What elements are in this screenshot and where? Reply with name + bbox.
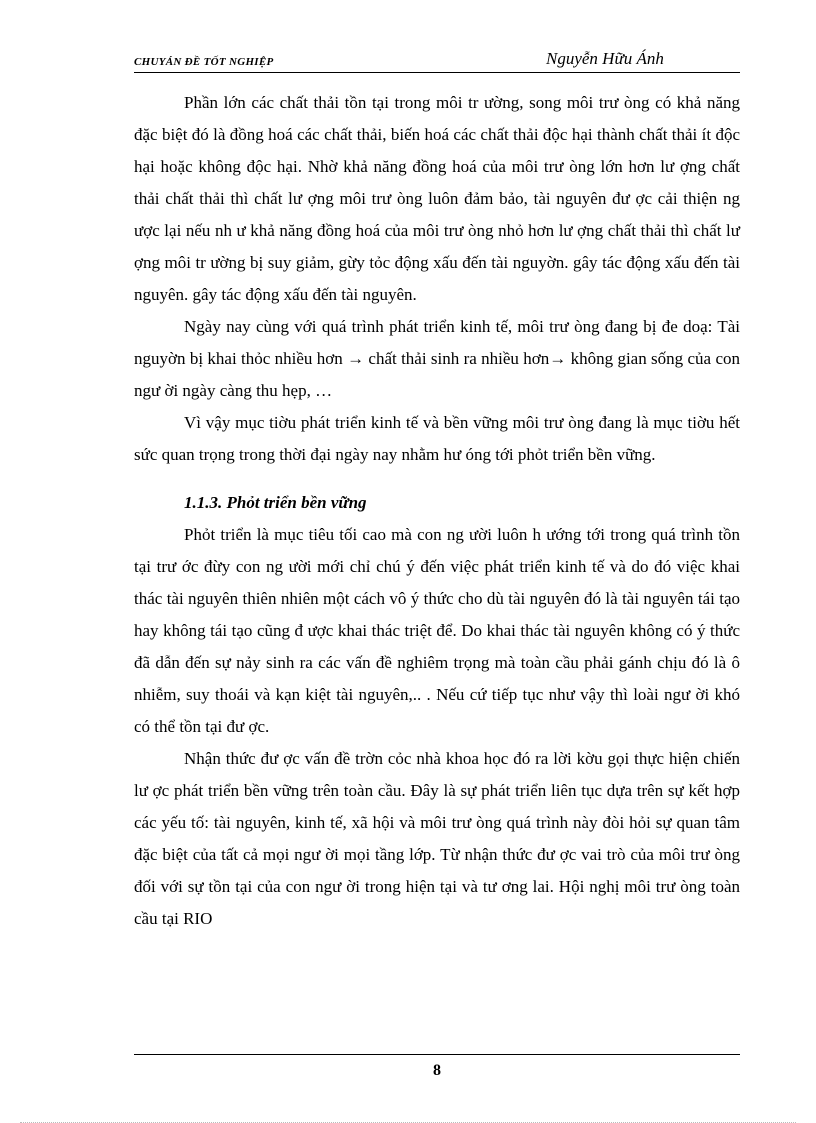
paragraph-environment-threat: Ngày nay cùng với quá trình phát triển kinh tế, môi trư òng đang bị đe doạ: Tài nguyờn bị khai thỏc nhiều hơn → chất thải sinh ra nhiều hơn→ không gian sống của con ngư ời ngày càng thu hẹp, … xyxy=(134,317,740,400)
paragraph-waste-assimilation: Phần lớn các chất thải tồn tại trong môi tr ường, song môi trư òng có khả năng đặc biệt đó là đồng hoá các chất thải, biến hoá các chất thải độc hại thành chất thải ít độc hại hoặc không độc hại. Nhờ khả năng đồng hoá của môi trư òng lớn hơn lư ợng chất thải chất thải thì chất lư ợng môi trư òng luôn đảm bảo, tài nguyên đư ợc cải thiện ng ược lại nếu nh ư khả năng đồng hoá của môi trư òng nhỏ hơn lư ợng chất thải thì chất lư ợng môi tr ường bị suy giảm, gừy tỏc động xấu đến tài nguyờn. gây tác động xấu đến tài nguyên. gây tác động xấu đến tài nguyên. xyxy=(134,93,740,304)
header-title: CHUYÁN ĐỀ TỐT NGHIỆP xyxy=(134,56,274,68)
page-body xyxy=(134,87,740,935)
paragraph-development-definition: Phỏt triển là mục tiêu tối cao mà con ng ười luôn h ướng tới trong quá trình tồn tại trư ớc đừy con ng ười mới chỉ chú ý đến việc phát triển kinh tế và do đó việc khai thác tài nguyên thiên nhiên một cách vô ý thức cho dù tài nguyên đó là tài nguyên tái tạo hay không tái tạo cũng đ ược khai thác triệt để. Do khai thác tài nguyên không có ý thức đã dẫn đến sự nảy sinh ra các vấn đề nghiêm trọng mà toàn cầu phải gánh chịu đó là ô nhiễm, suy thoái và kạn kiệt tài nguyên,.. . Nếu cứ tiếp tục như vậy thì loài ngư ời khó có thể tồn tại đư ợc. xyxy=(134,525,740,736)
page-header xyxy=(134,48,740,73)
footer-divider xyxy=(134,1054,740,1055)
paragraph-development-goal: Vì vậy mục tiờu phát triển kinh tế và bền vững môi trư òng đang là mục tiờu hết sức quan trọng trong thời đại ngày nay nhằm hư óng tới phỏt triển bền vững. xyxy=(134,413,740,464)
paragraph-sustainable-strategy: Nhận thức đư ợc vấn đề trờn cỏc nhà khoa học đó ra lời kờu gọi thực hiện chiến lư ợc phát triển bền vững trên toàn cầu. Đây là sự phát triển liên tục dựa trên sự kết hợp các yếu tố: tài nguyên, kinh tế, xã hội và môi trư òng quá trình này đòi hỏi sự quan tâm đặc biệt của tất cả mọi ngư ời mọi tầng lớp. Từ nhận thức đư ợc vai trò của môi trư òng đối với sự tồn tại của con ngư ời trong hiện tại và tư ơng lai. Hội nghị môi trư òng toàn cầu tại RIO xyxy=(134,749,740,928)
section-heading: 1.1.3. Phỏt triển bền vững xyxy=(184,493,367,512)
header-author: Nguyễn Hữu Ánh xyxy=(546,49,664,68)
page-number: 8 xyxy=(433,1062,441,1079)
